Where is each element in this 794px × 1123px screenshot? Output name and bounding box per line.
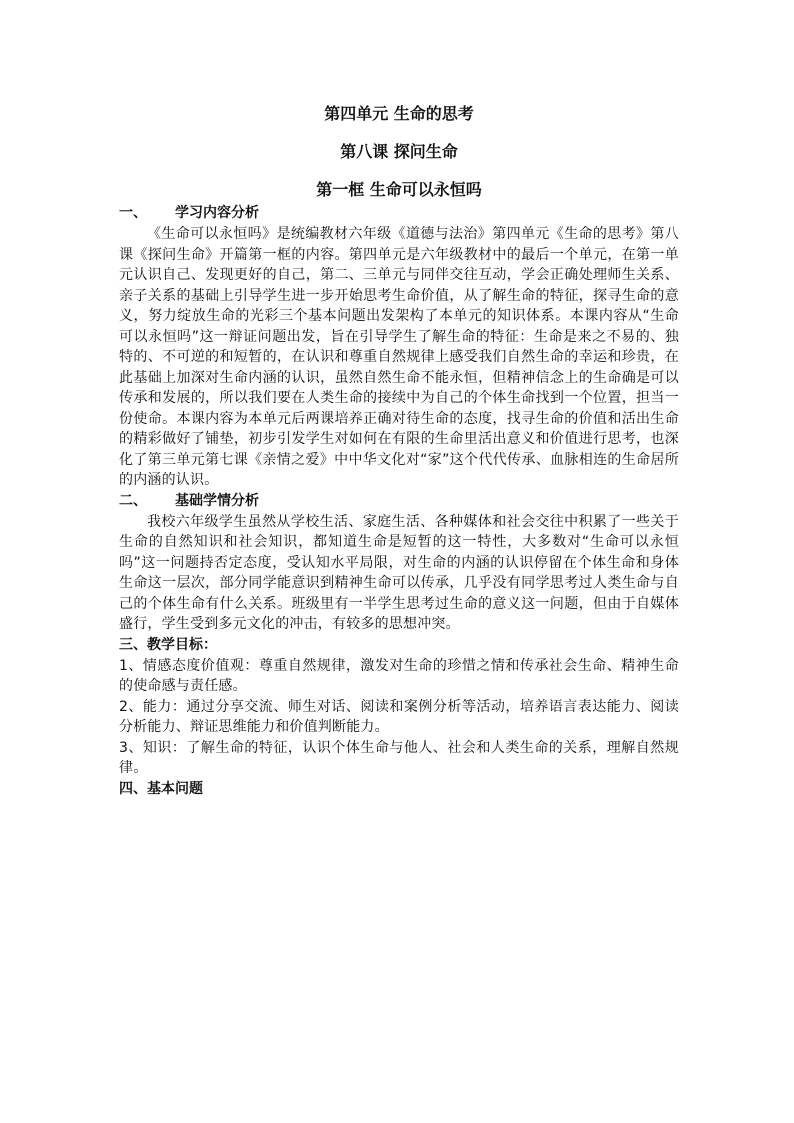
section-2-number: 二、	[119, 492, 147, 509]
goal-item-1: 1、情感态度价值观：尊重自然规律，激发对生命的珍惜之情和传承社会生命、精神生命的使命感与责任感。	[119, 657, 679, 694]
unit-title: 第四单元 生命的思考	[324, 104, 474, 123]
section-4-heading: 四、基本问题	[119, 780, 203, 797]
document-content	[119, 104, 679, 800]
section-2-body: 我校六年级学生虽然从学校生活、家庭生活、各种媒体和社会交往中积累了一些关于生命的自然知识和社会知识，都知道生命是短暂的这一特性，大多数对“生命可以永恒吗”这一问题持否定态度，受认知水平局限，对生命的内涵的认识停留在个体生命和身体生命这一层次，部分同学能意识到精神生命可以传承，几乎没有同学思考过人类生命与自己的个体生命有什么关系。班级里有一半学生思考过生命的意义这一问题，但由于自媒体盛行，学生受到多元文化的冲击，有较多的思想冲突。	[119, 513, 679, 632]
section-2-title: 基础学情分析	[175, 492, 259, 509]
goal-item-3: 3、知识：了解生命的特征，认识个体生命与他人、社会和人类生命的关系，理解自然规律。	[119, 739, 679, 776]
frame-title: 第一框 生命可以永恒吗	[316, 180, 482, 199]
section-1-number: 一、	[119, 205, 147, 221]
section-2-heading	[119, 491, 679, 512]
section-1-body: 《生命可以永恒吗》是统编教材六年级《道德与法治》第四单元《生命的思考》第八课《探问生命》开篇第一框的内容。第四单元是六年级教材中的最后一个单元，在第一单元认识自己、发现更好的自己，第二、三单元与同伴交往互动，学会正确处理师生关系、亲子关系的基础上引导学生进一步开始思考生命价值，从了解生命的特征，探寻生命的意义，努力绽放生命的光彩三个基本问题出发架构了本单元的知识体系。本课内容从“生命可以永恒吗”这一辩证问题出发，旨在引导学生了解生命的特征：生命是来之不易的、独特的、不可逆的和短暂的，在认识和尊重自然规律上感受我们自然生命的幸运和珍贵，在此基础上加深对生命内涵的认识，虽然自然生命不能永恒，但精神信念上的生命确是可以传承和发展的，所以我们要在人类生命的接续中为自己的个体生命找到一个位置，担当一份使命。本课内容为本单元后两课培养正确对待生命的态度，找寻生命的价值和活出生命的精彩做好了铺垫，初步引发学生对如何在有限的生命里活出意义和价值进行思考，也深化了第三单元第七课《亲情之爱》中中华文化对“家”这个代代传承、血脉相连的生命居所的内涵的认识。	[119, 226, 679, 488]
goal-item-2: 2、能力：通过分享交流、师生对话、阅读和案例分析等活动，培养语言表达能力、阅读分析能力、辩证思维能力和价值判断能力。	[119, 698, 679, 735]
lesson-title: 第八课 探问生命	[340, 142, 458, 161]
section-3-heading: 三、教学目标：	[119, 636, 217, 653]
section-1-heading	[119, 203, 679, 224]
section-1-title: 学习内容分析	[175, 205, 259, 221]
